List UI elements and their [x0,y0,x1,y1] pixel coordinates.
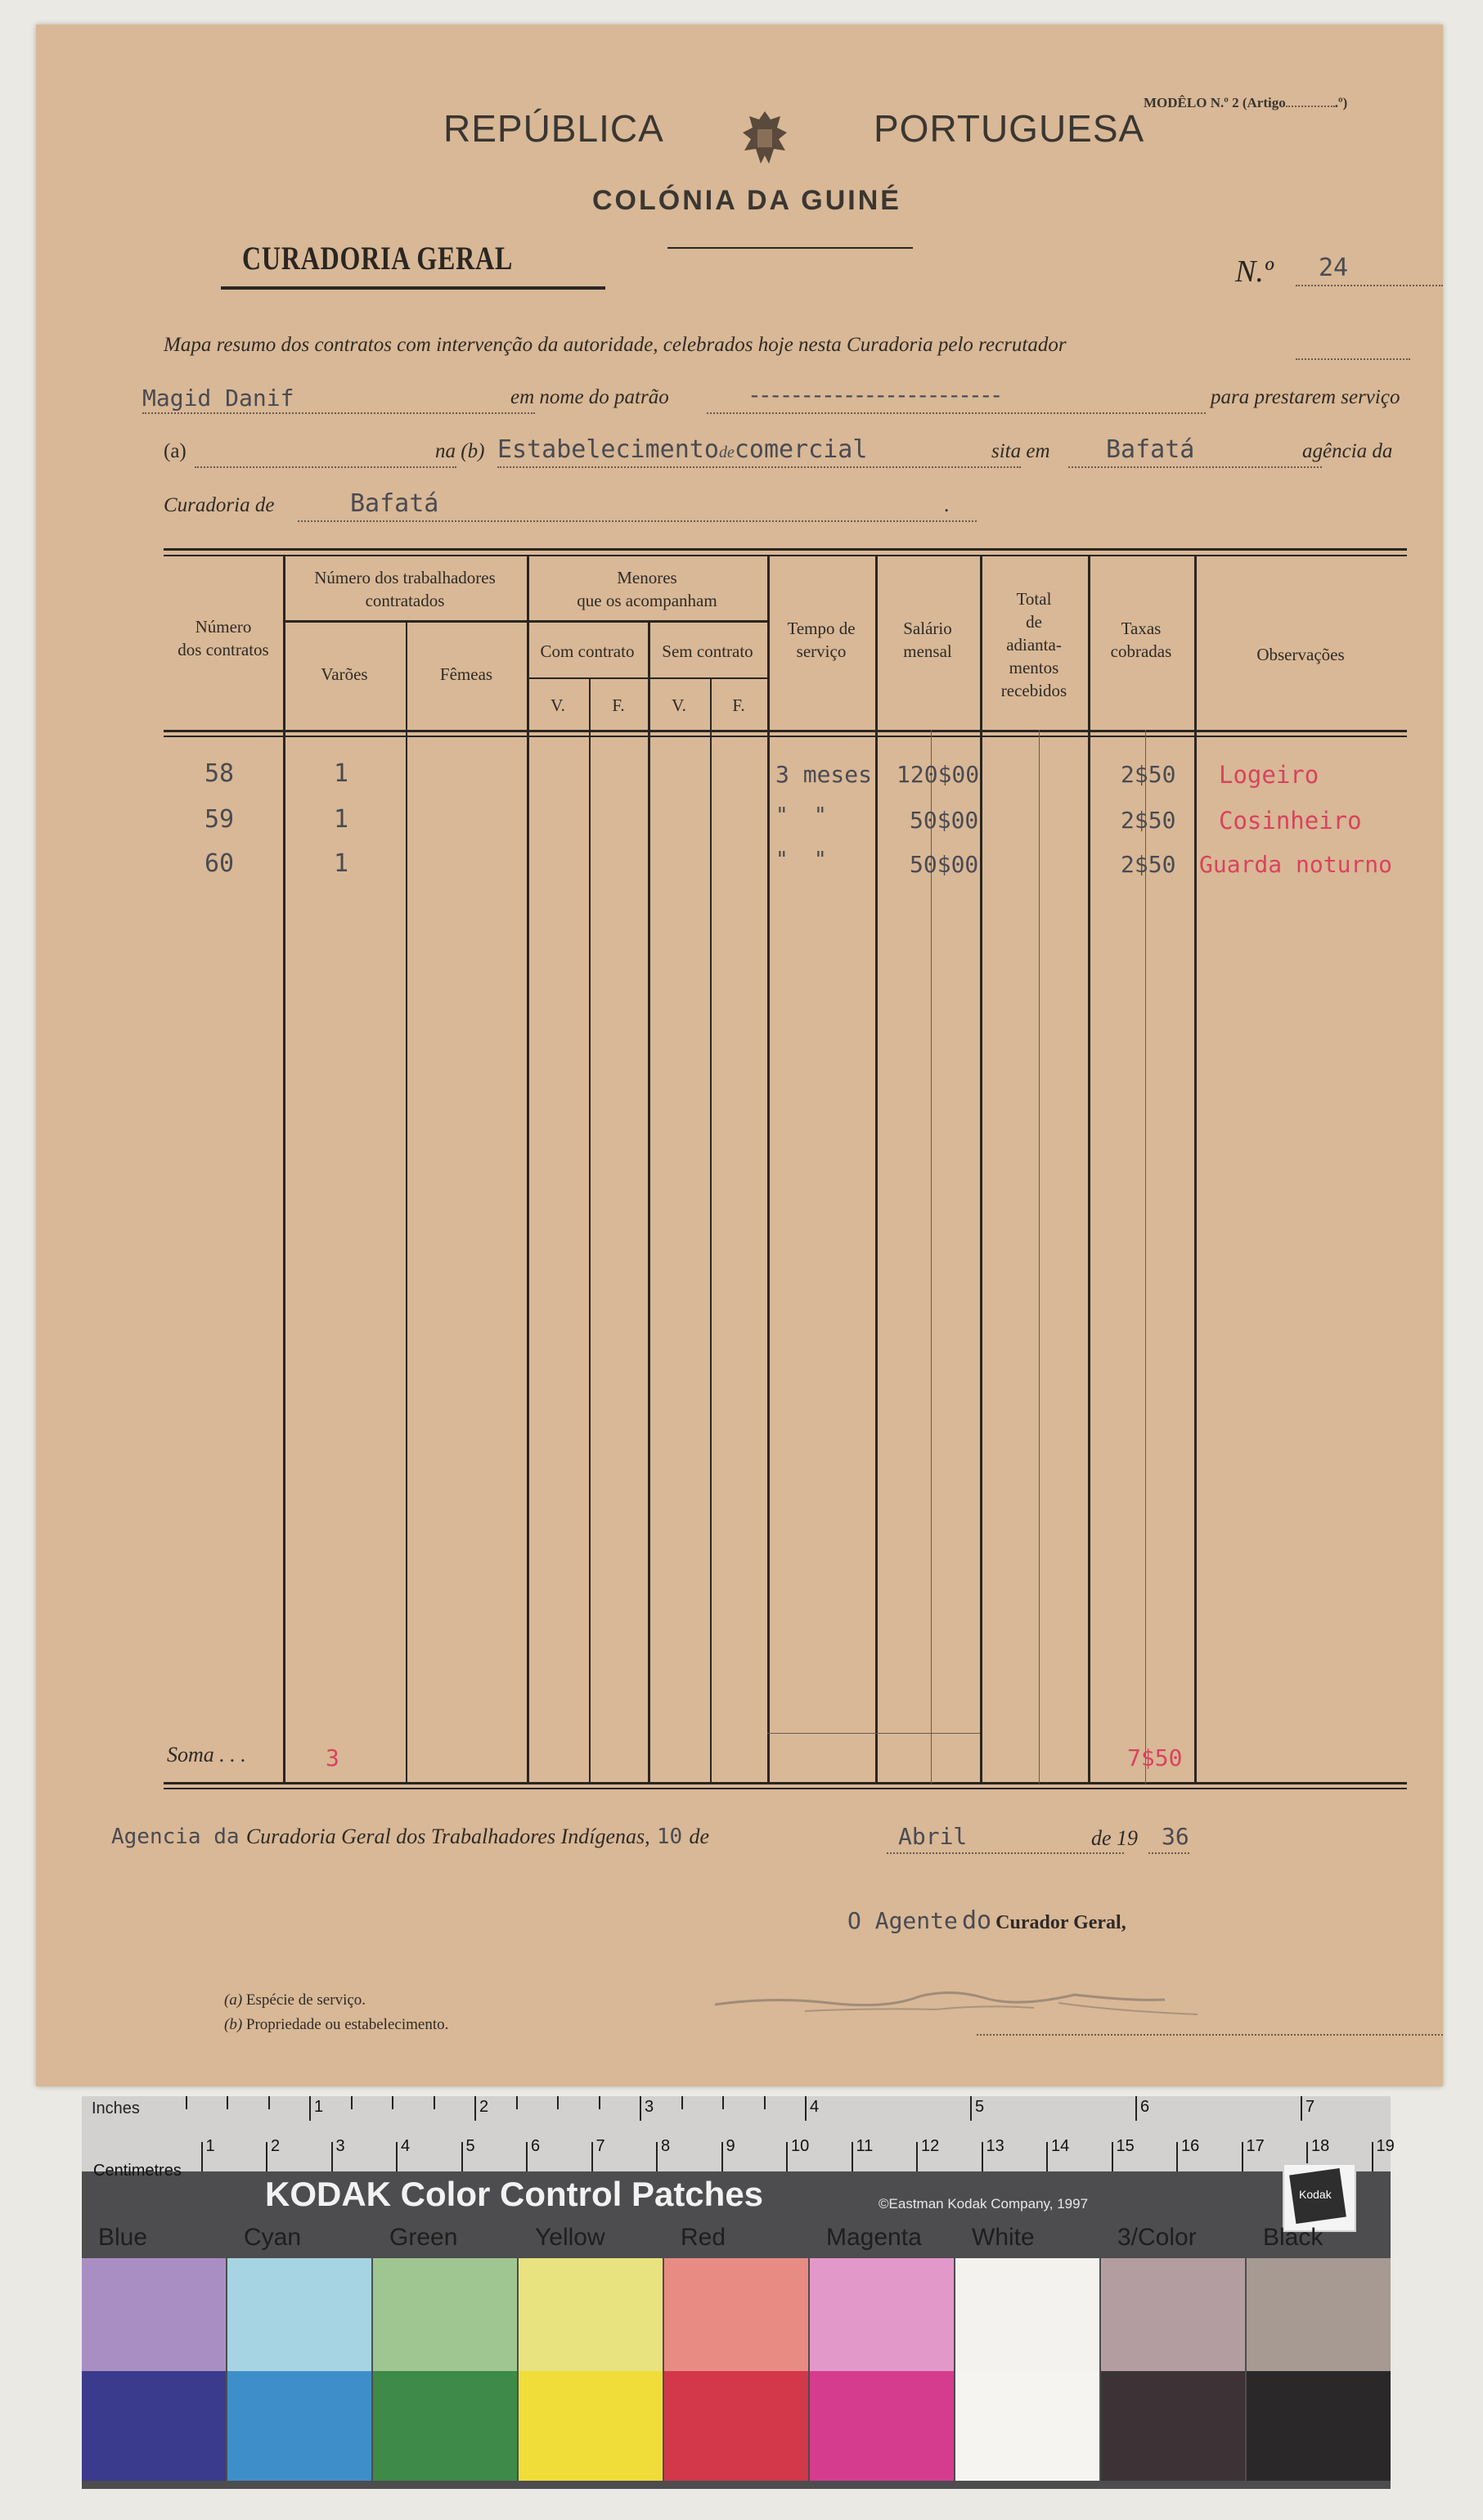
row-salario: 50$00 [910,851,979,878]
ruler-cm-number: 13 [986,2137,1004,2155]
table-header-rule-2 [164,736,1407,737]
footer-de1: de [689,1825,709,1848]
header-subrule [527,620,767,623]
th-tempo: Tempo de serviço [787,619,856,661]
patch-dark-3-color [1101,2371,1245,2481]
ruler-inch-tick [805,2096,807,2121]
sita-label: sita em [991,440,1050,462]
ruler-cm-tick [461,2142,463,2171]
ruler-inch-tick [970,2096,972,2121]
col-divider [1088,556,1090,1784]
soma-rule [767,1733,980,1734]
header-rule [667,247,913,249]
ruler-minor-tick [309,2096,311,2109]
row-salario: 120$00 [897,761,980,788]
patch-light-blue [82,2258,226,2371]
row-salario: 50$00 [910,807,979,834]
col-divider [980,556,982,1784]
ruler-cm-tick [916,2142,918,2171]
sita-value: Bafatá [1106,435,1195,464]
a-label: (a) [164,440,186,462]
th-observacoes: Observações [1256,645,1345,664]
ruler-inch-number: 1 [314,2098,324,2116]
recruiter-name-dots [142,412,535,414]
row-obs: Guarda noturno [1199,851,1393,878]
col-divider [406,622,407,1784]
th-menores: Menores que os acompanham [577,568,717,610]
color-control-card [82,2096,1395,2489]
patch-light-green [373,2258,517,2371]
patch-dark-red [664,2371,808,2481]
ruler-minor-tick [722,2096,724,2109]
col-divider [767,556,770,1784]
colony-subtitle: COLÓNIA DA GUINÉ [592,185,901,216]
establishment-word2: comercial [734,435,868,464]
footer-agencia: Agencia da [111,1825,240,1849]
ruler-cm-number: 12 [921,2137,940,2155]
row-tempo: " " [775,803,827,828]
note-a [224,1991,366,2009]
col-divider [1194,556,1197,1784]
row-obs: Cosinheiro [1219,807,1362,835]
patch-light-cyan [227,2258,371,2371]
ruler-cm-tick [786,2142,788,2171]
kodak-logo [1283,2163,1356,2232]
patch-label-red: Red [681,2224,726,2251]
row-varoes: 1 [334,849,349,878]
ruler-cm-number: 3 [335,2137,345,2155]
header-republica: REPÚBLICA [443,107,664,150]
th-varoes: Varões [321,664,368,684]
table-top-rule [164,548,1407,551]
col-subdivider [931,730,932,1784]
employer-value: ------------------------ [748,381,1000,408]
col-divider [875,556,878,1784]
ruler-cm-tick [1112,2142,1113,2171]
ruler-cm-number: 16 [1181,2137,1200,2155]
row-tempo: 3 meses [775,761,873,788]
soma-taxas: 7$50 [1127,1744,1183,1771]
ruler-cm-tick [396,2142,398,2171]
patch-light-red [664,2258,808,2371]
service-label: para prestarem serviço [1211,386,1400,408]
footer-curador: Curador Geral, [995,1912,1126,1933]
employer-dots [707,412,1206,414]
ruler-inches-label: Inches [92,2099,140,2117]
curadoria-value: Bafatá [350,489,439,518]
col-subdivider [1145,730,1146,1784]
ruler-cm-number: 5 [465,2137,475,2155]
footer-agente: O Agente [847,1907,958,1934]
th-trabalhadores: Número dos trabalhadores contratados [314,568,496,610]
year-dots [1148,1852,1189,1854]
number-dots [1296,285,1443,286]
ruler-minor-tick [599,2096,600,2109]
ruler-inch-number: 3 [645,2098,654,2116]
kodak-logo-text: Kodak [1299,2188,1332,2201]
th-numero: Número dos contratos [178,617,269,659]
footer-year: 36 [1162,1823,1189,1850]
signature-dots [977,2034,1443,2036]
ruler-minor-tick [516,2096,518,2109]
th-f2: F. [732,695,745,715]
patch-label-cyan: Cyan [244,2224,302,2251]
th-femeas: Fêmeas [439,664,493,684]
ruler-cm-number: 7 [595,2137,605,2155]
th-taxas: Taxas cobradas [1110,619,1172,661]
col-divider [648,622,650,1784]
soma-varoes: 3 [326,1744,339,1771]
recruiter-dots [1296,358,1410,360]
ruler-minor-tick [392,2096,393,2109]
ruler-cm-tick [331,2142,333,2171]
ruler-cm-number: 9 [726,2137,735,2155]
row-numero: 60 [204,849,235,878]
office-underline [221,286,605,290]
footer-day: 10 [656,1825,683,1849]
footer-date-line [111,1825,709,1849]
establishment-word: Estabelecimento [497,435,719,464]
footer-curadoria: Curadoria Geral dos Trabalhadores Indígenas, [245,1825,650,1848]
patch-label-green: Green [389,2224,458,2251]
patch-light-white [955,2258,1099,2371]
ruler-minor-tick [186,2096,187,2109]
row-taxas: 2$50 [1121,807,1176,834]
ruler-inch-number: 6 [1140,2098,1150,2116]
card-title: KODAK Color Control Patches [265,2175,764,2213]
patch-label-blue: Blue [98,2224,148,2251]
patch-light-black [1247,2258,1391,2371]
ruler-cm-tick [1176,2142,1178,2171]
patch-label-yellow: Yellow [535,2224,605,2251]
note-a-key: (a) [224,1991,243,2009]
ruler-cm-number: 15 [1116,2137,1135,2155]
th-sem-contrato: Sem contrato [662,641,753,661]
patch-dark-cyan [227,2371,371,2481]
patch-light-magenta [810,2258,954,2371]
table-header-rule [164,730,1407,732]
note-b [224,2016,448,2034]
ruler-cm-tick [656,2142,658,2171]
ruler-cm-tick [526,2142,528,2171]
ruler-minor-tick [640,2096,641,2109]
ruler-cm-number: 1 [205,2137,215,2155]
ruler-cm-number: 8 [661,2137,671,2155]
ruler-cm-tick [1372,2142,1373,2171]
coat-of-arms [736,106,793,172]
patch-label-magenta: Magenta [826,2224,922,2251]
note-b-key: (b) [224,2016,243,2033]
row-numero: 58 [204,759,235,788]
header-portuguesa: PORTUGUESA [874,107,1145,150]
ruler-cm-tick [852,2142,853,2171]
curadoria-period: . [944,494,950,516]
number-value: 24 [1319,254,1349,282]
ruler-minor-tick [681,2096,683,2109]
th-v1: V. [551,695,565,715]
ruler-cm-tick [201,2142,203,2171]
patch-label-black: Black [1263,2224,1323,2251]
ruler-cm-tick [982,2142,983,2171]
number-label: N.º [1235,254,1274,289]
ruler-inch-number: 7 [1305,2098,1315,2116]
footer-month: Abril [898,1823,968,1850]
ruler-cm-tick [266,2142,267,2171]
footer-de2: de 19 [1091,1826,1139,1850]
ruler [82,2096,1395,2171]
row-obs: Logeiro [1219,761,1319,789]
ruler-cm-number: 18 [1311,2137,1330,2155]
model-label [1144,95,1347,111]
col-divider [589,679,591,1784]
ruler-inch-number: 5 [975,2098,985,2116]
table-bottom-rule-2 [164,1788,1407,1789]
table-top-rule-2 [164,555,1407,556]
soma-label: Soma . . . [167,1743,246,1766]
ruler-cm-label: Centimetres [93,2162,182,2180]
th-f1: F. [612,695,625,715]
note-b-text: Propriedade ou estabelecimento. [245,2016,449,2033]
patch-light-3-color [1101,2258,1245,2371]
card-copyright: ©Eastman Kodak Company, 1997 [879,2196,1089,2212]
patch-dark-white [955,2371,1099,2481]
ruler-cm-number: 10 [791,2137,810,2155]
de-word: de [718,443,735,461]
patch-label-3-color: 3/Color [1117,2224,1197,2251]
ruler-cm-tick [591,2142,593,2171]
ruler-minor-tick [268,2096,270,2109]
patch-label-white: White [972,2224,1035,2251]
col-subdivider [1039,730,1040,1784]
handwritten-signature [707,1972,1279,2029]
agent-signature-label [847,1906,1126,1935]
row-tempo: " " [775,848,827,872]
col-divider [283,556,285,1784]
ruler-cm-number: 14 [1051,2137,1070,2155]
month-dots [887,1852,1124,1854]
model-text: MODÊLO N.º 2 (Artigo [1144,95,1286,110]
ruler-minor-tick [351,2096,353,2109]
th-salario: Salário mensal [903,619,952,661]
row-varoes: 1 [334,759,349,788]
col-divider [710,679,712,1784]
intro-line1: Mapa resumo dos contratos com intervenção da autoridade, celebrados hoje nesta Curadoria pelo recrutador [164,334,1067,356]
patch-dark-black [1247,2371,1391,2481]
ruler-cm-number: 17 [1246,2137,1265,2155]
curadoria-dots [298,520,977,522]
ruler-cm-tick [721,2142,723,2171]
note-a-text: Espécie de serviço. [245,1991,366,2009]
ruler-inch-tick [1135,2096,1137,2121]
row-taxas: 2$50 [1121,761,1176,788]
model-suffix: .º) [1334,95,1348,110]
office-title: CURADORIA GERAL [242,240,514,277]
ruler-minor-tick [764,2096,766,2109]
table-bottom-rule [164,1782,1407,1784]
ruler-inch-number: 4 [810,2098,820,2116]
patch-dark-yellow [519,2371,663,2481]
agency-label: agência da [1302,440,1393,462]
ruler-inch-number: 2 [479,2098,489,2116]
row-varoes: 1 [334,805,349,834]
ruler-minor-tick [557,2096,559,2109]
patch-dark-blue [82,2371,226,2481]
sita-dots [1068,466,1322,468]
row-taxas: 2$50 [1121,851,1176,878]
a-dots [195,466,456,468]
ruler-cm-tick [1046,2142,1048,2171]
curadoria-label: Curadoria de [164,494,275,516]
th-total: Total de adianta- mentos recebidos [1000,589,1067,700]
employer-label: em nome do patrão [510,386,669,408]
ruler-cm-number: 4 [401,2137,411,2155]
na-label: na (b) [435,440,485,462]
recruiter-name: Magid Danif [142,385,294,412]
patch-dark-magenta [810,2371,954,2481]
ruler-minor-tick [434,2096,435,2109]
patch-dark-green [373,2371,517,2481]
footer-do: do [961,1906,992,1935]
ruler-cm-number: 11 [856,2137,874,2155]
ruler-cm-number: 2 [271,2137,281,2155]
col-divider [527,556,529,1784]
document-page [36,25,1443,2086]
ruler-cm-number: 19 [1376,2137,1395,2155]
ruler-inch-tick [1301,2096,1302,2121]
row-numero: 59 [204,805,235,834]
header-subrule [527,677,767,679]
ruler-cm-tick [1242,2142,1243,2171]
th-com-contrato: Com contrato [540,641,635,661]
th-v2: V. [672,695,686,715]
ruler-minor-tick [474,2096,476,2109]
establishment-dots [497,466,1021,468]
patch-light-yellow [519,2258,663,2371]
ruler-minor-tick [227,2096,228,2109]
ruler-cm-number: 6 [531,2137,541,2155]
establishment-value [497,435,867,464]
header-subrule [283,620,527,623]
